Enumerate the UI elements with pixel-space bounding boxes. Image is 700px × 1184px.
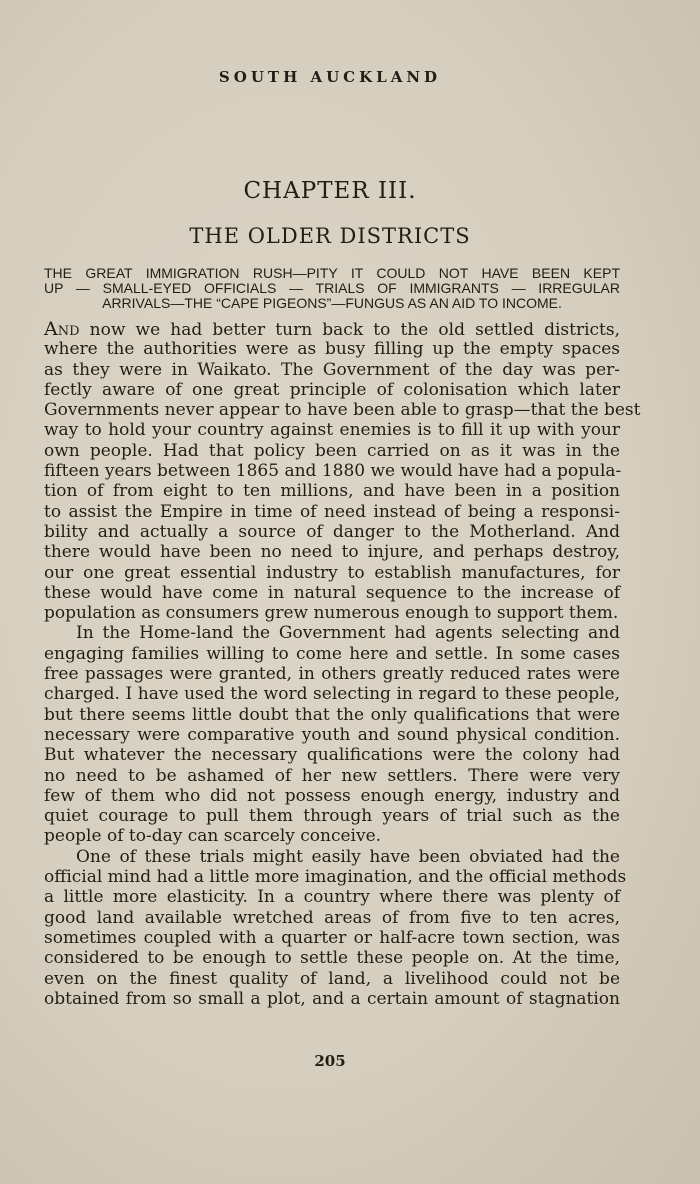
body-line: bility and actually a source of danger to the Motherland. And: [44, 521, 620, 542]
body-line: no need to be ashamed of her new settlers. There were very: [44, 765, 620, 786]
body-line: [44, 319, 620, 339]
body-line: a little more elasticity. In a country where there was plenty of: [44, 887, 620, 908]
page-number: 205: [314, 1052, 346, 1070]
body-line: fectly aware of one great principle of colonisation which later: [44, 379, 620, 400]
body-line: free passages were granted, in others greatly reduced rates were: [44, 664, 620, 685]
body-line: One of these trials might easily have been obviated had the: [76, 846, 620, 867]
chapter-number: CHAPTER III.: [243, 178, 417, 204]
body-line: our one great essential industry to establish manufactures, for: [44, 562, 620, 583]
chapter-title: THE OLDER DISTRICTS: [189, 224, 471, 248]
body-line: charged. I have used the word selecting in regard to these people,: [44, 684, 620, 705]
body-line: few of them who did not possess enough energy, industry and: [44, 785, 620, 806]
body-line-text: now we had better turn back to the old settled districts,: [79, 320, 620, 340]
body-text: [44, 318, 641, 1009]
body-line: as they were in Waikato. The Government of the day was per-: [44, 359, 620, 380]
body-line: there would have been no need to injure, and perhaps destroy,: [44, 542, 620, 563]
body-line: good land available wretched areas of from five to ten acres,: [44, 907, 620, 928]
body-line: even on the finest quality of land, a livelihood could not be: [44, 968, 620, 989]
opening-word: And: [44, 318, 80, 340]
body-line: to assist the Empire in time of need instead of being a responsi-: [44, 501, 620, 522]
synopsis-line: THE GREAT IMMIGRATION RUSH—PITY IT COULD NOT HAVE BEEN KEPT: [44, 265, 620, 281]
body-line: but there seems little doubt that the only qualifications that were: [44, 704, 620, 725]
body-line: sometimes coupled with a quarter or half-acre town section, was: [44, 927, 620, 948]
running-head: SOUTH AUCKLAND: [218, 68, 442, 86]
body-line: obtained from so small a plot, and a certain amount of stagnation: [44, 988, 620, 1009]
body-line: tion of from eight to ten millions, and have been in a position: [44, 481, 620, 502]
page-crease-mark: [80, 0, 82, 40]
body-line: official mind had a little more imagination, and the official methods: [44, 867, 627, 888]
chapter-synopsis: [44, 266, 620, 311]
body-line: In the Home-land the Government had agents selecting and: [76, 623, 620, 644]
body-line: fifteen years between 1865 and 1880 we would have had a popula-: [44, 461, 622, 482]
body-line: way to hold your country against enemies is to fill it up with your: [44, 420, 620, 441]
synopsis-line: UP — SMALL-EYED OFFICIALS — TRIALS OF IMMIGRANTS — IRREGULAR: [44, 280, 620, 296]
body-line: people of to-day can scarcely conceive.: [44, 826, 382, 847]
body-line: considered to be enough to settle these people on. At the time,: [44, 948, 620, 969]
body-line: own people. Had that policy been carried on as it was in the: [44, 440, 620, 461]
body-line: population as consumers grew numerous enough to support them.: [44, 603, 619, 624]
body-line: But whatever the necessary qualifications were the colony had: [44, 745, 620, 766]
body-line: necessary were comparative youth and sound physical condition.: [44, 724, 620, 745]
body-line: Governments never appear to have been able to grasp—that the best: [44, 400, 641, 421]
body-line: where the authorities were as busy filling up the empty spaces: [44, 339, 620, 360]
body-line: engaging families willing to come here and settle. In some cases: [44, 643, 620, 664]
body-line: these would have come in natural sequence to the increase of: [44, 582, 620, 603]
body-line: quiet courage to pull them through years of trial such as the: [44, 806, 620, 827]
synopsis-line: ARRIVALS—THE “CAPE PIGEONS”—FUNGUS AS AN AID TO INCOME.: [102, 295, 562, 311]
